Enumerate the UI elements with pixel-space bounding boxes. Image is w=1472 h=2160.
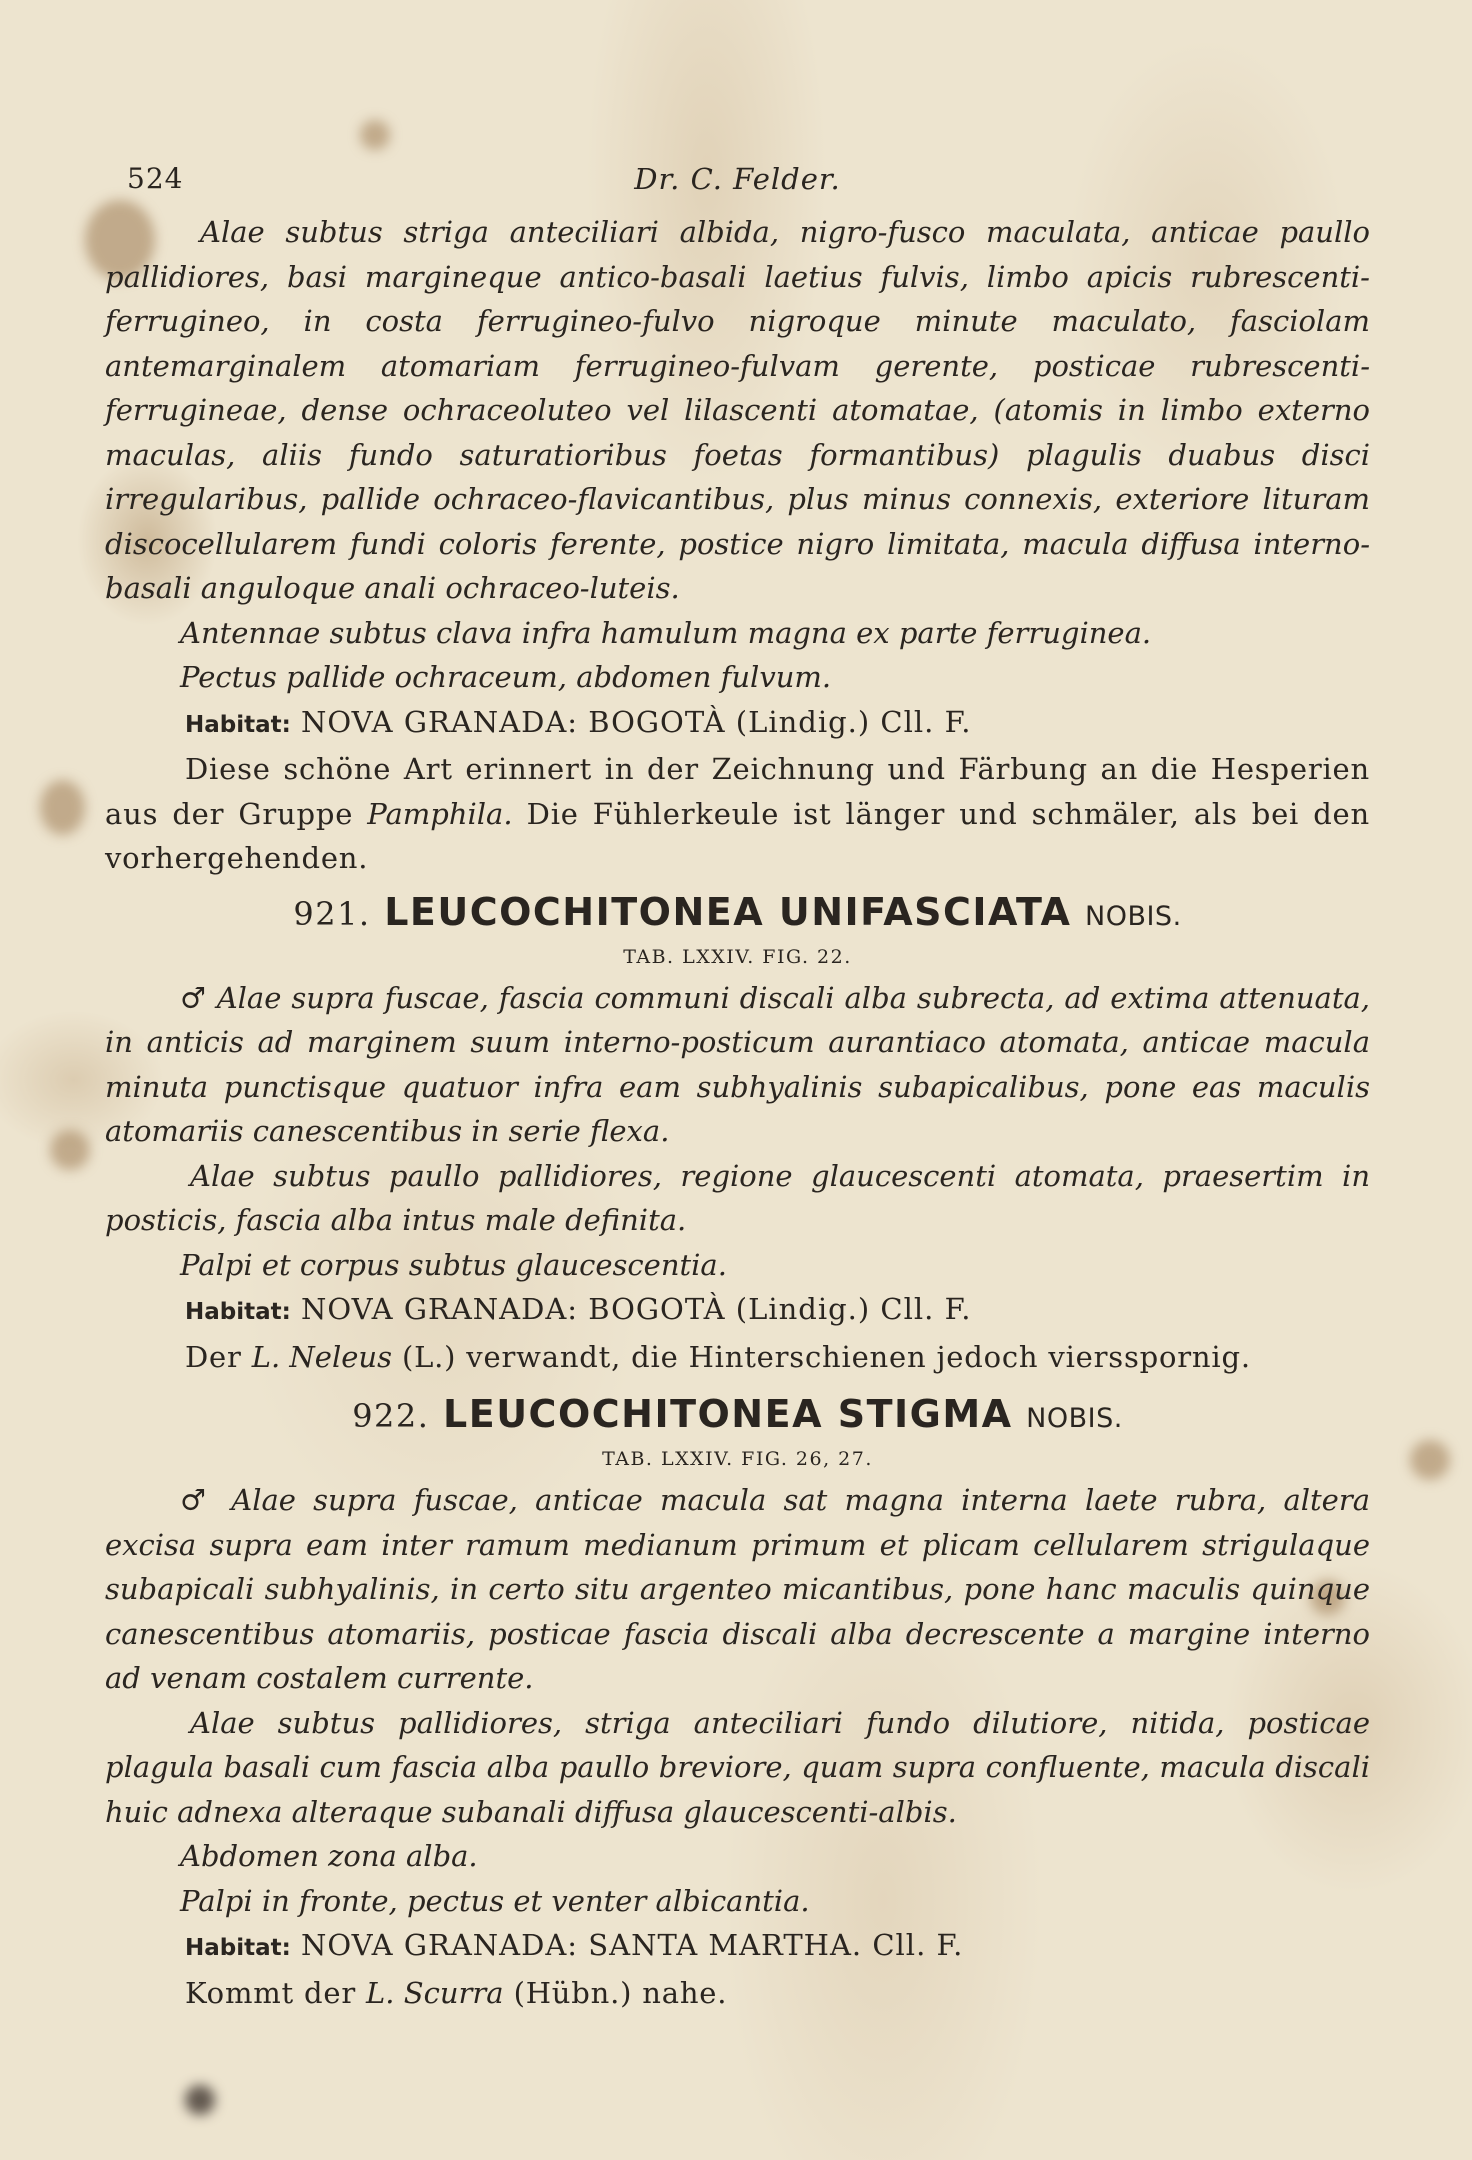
note-species: L. Scurra	[366, 1975, 504, 2010]
habitat-label: Habitat:	[185, 1935, 291, 1961]
prev-species-habitat	[105, 700, 1370, 748]
foxing-stain	[360, 120, 390, 150]
species-922-palpi: Palpi in fronte, pectus et venter albicantia.	[180, 1883, 810, 1918]
prev-species-underside: Alae subtus striga anteciliari albida, nigro-fusco maculata, anticae paullo pallidiores, basi margineque antico-basali laetius fulvis, limbo apicis rubrescenti-ferrugineo, in costa ferrugineo-fulvo nigroque minute maculato, fasciolam antemarginalem atomariam ferrugineo-fulvam gerente, posticae rubrescenti-ferrugineae, dense ochraceoluteo vel lilascenti atomatae, (atomis in limbo externo maculas, aliis fundo saturatioribus foetas formantibus) plagulis duabus disci irregularibus, pallide ochraceo-flavicantibus, plus minus connexis, exteriore lituram discocellularem fundi coloris ferente, postice nigro limitata, macula diffusa interno-basali anguloque anali ochraceo-luteis.	[105, 215, 1370, 605]
species-name: LEUCOCHITONEA STIGMA	[443, 1392, 1013, 1436]
habitat-label: Habitat:	[185, 711, 291, 738]
species-authority: NOBIS.	[1026, 1403, 1123, 1434]
species-921-underside: Alae subtus paullo pallidiores, regione glaucescenti atomata, praesertim in posticis, fascia alba intus male definita.	[105, 1158, 1370, 1237]
note-text: (Hübn.) nahe.	[513, 1975, 728, 2010]
habitat-text: NOVA GRANADA: BOGOTÀ (Lindig.) Cll. F.	[301, 704, 972, 739]
species-heading-921	[105, 887, 1370, 942]
habitat-text: NOVA GRANADA: BOGOTÀ (Lindig.) Cll. F.	[301, 1292, 972, 1326]
note-genus: Pamphila.	[367, 796, 513, 831]
running-head	[105, 150, 1370, 210]
foxing-stain	[50, 1130, 90, 1170]
foxing-stain	[40, 780, 85, 835]
note-text: Diese schöne Art erinnert in der Zeichnung und Färbung an die Hesperien aus der Gruppe	[105, 752, 1370, 831]
note-species: L. Neleus	[251, 1339, 392, 1374]
note-text: Der	[185, 1339, 242, 1374]
species-922-habitat	[105, 1923, 1370, 1971]
species-921-note	[105, 1335, 1370, 1380]
species-name: LEUCOCHITONEA UNIFASCIATA	[384, 889, 1072, 934]
habitat-label: Habitat:	[185, 1299, 291, 1325]
habitat-text: NOVA GRANADA: SANTA MARTHA. Cll. F.	[301, 1928, 964, 1962]
species-922-abdomen: Abdomen zona alba.	[180, 1839, 478, 1873]
species-922-underside: Alae subtus pallidiores, striga anteciliari fundo dilutiore, nitida, posticae plagula basali cum fascia alba paullo breviore, quam supra confluente, macula discali huic adnexa alteraque subanali diffusa glaucescenti-albis.	[105, 1705, 1370, 1829]
species-number: 922.	[352, 1397, 430, 1435]
plate-reference-921: TAB. LXXIV. FIG. 22.	[623, 945, 852, 968]
species-921-habitat	[105, 1287, 1370, 1335]
foxing-stain	[185, 2085, 215, 2115]
species-922-note	[105, 1971, 1370, 2016]
prev-species-antennae: Antennae subtus clava infra hamulum magna ex parte ferruginea.	[180, 615, 1152, 650]
prev-species-pectus: Pectus pallide ochraceum, abdomen fulvum.	[180, 660, 832, 694]
species-heading-922	[105, 1389, 1370, 1444]
note-text: Kommt der	[185, 1975, 357, 2010]
note-text: (L.) verwandt, die Hinterschienen jedoch viersspornig.	[401, 1339, 1251, 1374]
foxing-stain	[1410, 1440, 1450, 1480]
plate-reference-922: TAB. LXXIV. FIG. 26, 27.	[602, 1448, 873, 1470]
species-921-palpi: Palpi et corpus subtus glaucescentia.	[180, 1247, 727, 1282]
note-text: Die Fühlerkeule ist länger und schmäler, als bei den vorhergehenden.	[105, 796, 1370, 875]
species-922-upperside: ♂ Alae supra fuscae, anticae macula sat magna interna laete rubra, altera excisa supra eam inter ramum medianum primum et plicam cellularem strigulaque subapicali subhyalinis, in certo situ argenteo micantibus, pone hanc maculis quinque canescentibus atomariis, posticae fascia discali alba decrescente a margine interno ad venam costalem currente.	[105, 1483, 1370, 1695]
page-content	[105, 150, 1370, 2015]
page-number: 524	[127, 162, 184, 195]
species-authority: NOBIS.	[1085, 900, 1182, 932]
running-head-author: Dr. C. Felder.	[634, 162, 841, 196]
prev-species-note	[105, 747, 1370, 881]
species-number: 921.	[293, 894, 371, 933]
species-921-upperside: ♂ Alae supra fuscae, fascia communi discali alba subrecta, ad extima attenuata, in anticis ad marginem suum interno-posticum aurantiaco atomata, anticae macula minuta punctisque quatuor infra eam subhyalinis subapicalibus, pone eas maculis atomariis canescentibus in serie flexa.	[105, 980, 1370, 1148]
